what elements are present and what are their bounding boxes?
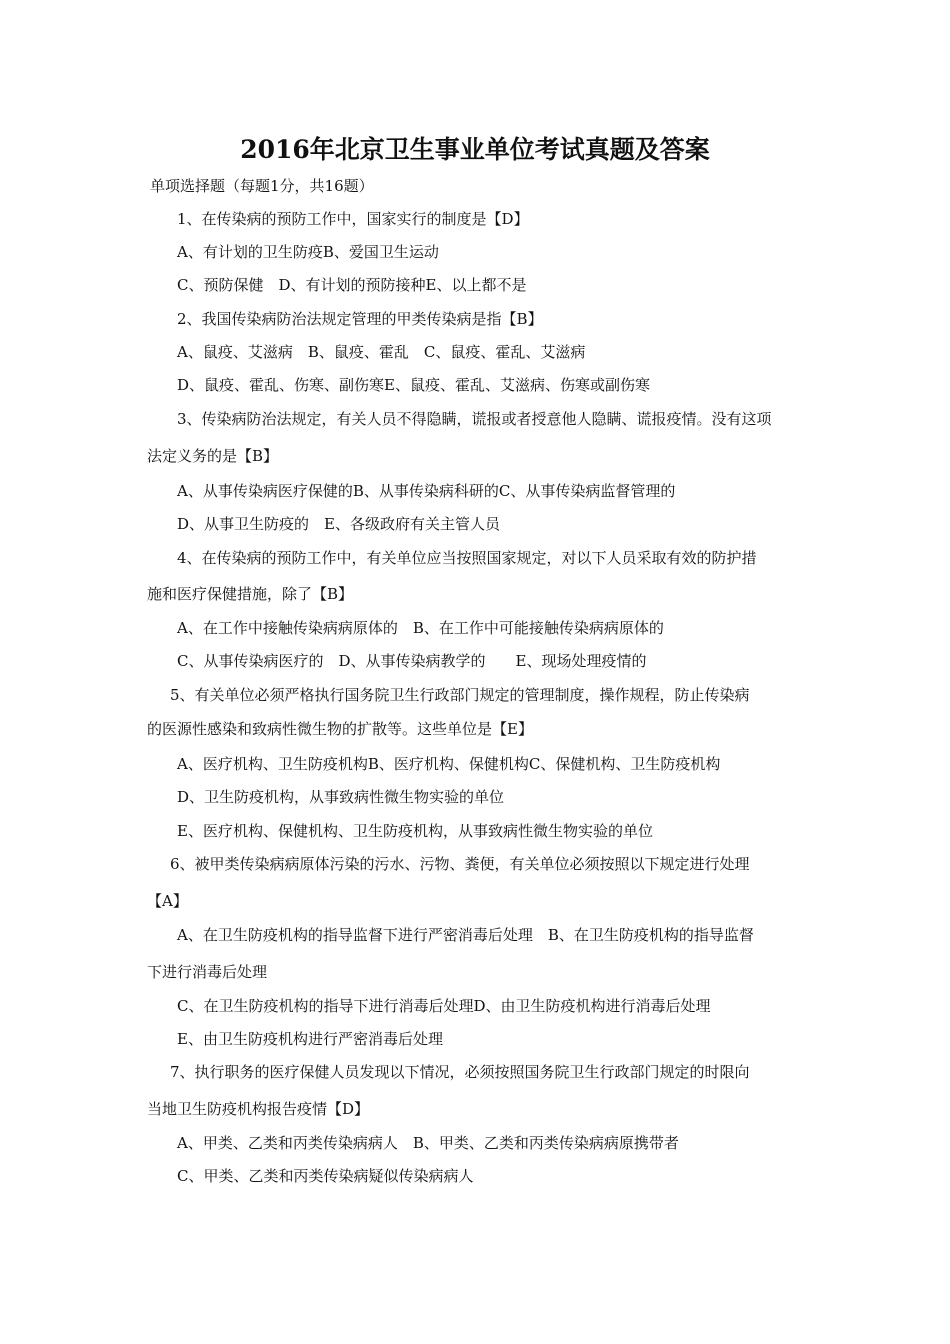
question-5-options-a-c: A、医疗机构、卫生防疫机构B、医疗机构、保健机构C、保健机构、卫生防疫机构 <box>177 755 721 773</box>
question-1-options-c-e: C、预防保健 D、有计划的预防接种E、以上都不是 <box>177 276 527 294</box>
question-2: 2、我国传染病防治法规定管理的甲类传染病是指【B】 <box>177 310 543 328</box>
question-6-option-e: E、由卫生防疫机构进行严密消毒后处理 <box>177 1030 443 1048</box>
question-3-line-1: 3、传染病防治法规定，有关人员不得隐瞒，谎报或者授意他人隐瞒、谎报疫情。没有这项 <box>177 410 772 428</box>
question-1: 1、在传染病的预防工作中，国家实行的制度是【D】 <box>177 210 529 228</box>
question-5-option-d: D、卫生防疫机构，从事致病性微生物实验的单位 <box>177 788 505 806</box>
question-3-options-a-c: A、从事传染病医疗保健的B、从事传染病科研的C、从事传染病监督管理的 <box>177 482 676 500</box>
question-6-options-c-d: C、在卫生防疫机构的指导下进行消毒后处理D、由卫生防疫机构进行消毒后处理 <box>177 997 711 1015</box>
question-7-line-2: 当地卫生防疫机构报告疫情【D】 <box>147 1100 370 1118</box>
question-3-line-2: 法定义务的是【B】 <box>147 447 279 465</box>
question-5-line-2: 的医源性感染和致病性微生物的扩散等。这些单位是【E】 <box>147 720 533 738</box>
question-7-option-c: C、甲类、乙类和丙类传染病疑似传染病病人 <box>177 1167 474 1185</box>
question-5-option-e: E、医疗机构、保健机构、卫生防疫机构，从事致病性微生物实验的单位 <box>177 822 653 840</box>
question-6-line-2: 【A】 <box>147 892 188 910</box>
question-7-line-1: 7、执行职务的医疗保健人员发现以下情况，必须按照国务院卫生行政部门规定的时限向 <box>170 1063 750 1081</box>
question-6-option-b-continued: 下进行消毒后处理 <box>147 963 268 981</box>
question-7-options-a-b: A、甲类、乙类和丙类传染病病人 B、甲类、乙类和丙类传染病病原携带者 <box>177 1134 679 1152</box>
section-heading: 单项选择题（每题1分，共16题） <box>150 177 374 195</box>
question-4-line-1: 4、在传染病的预防工作中，有关单位应当按照国家规定，对以下人员采取有效的防护措 <box>177 549 757 567</box>
question-2-options-d-e: D、鼠疫、霍乱、伤寒、副伤寒E、鼠疫、霍乱、艾滋病、伤寒或副伤寒 <box>177 376 650 394</box>
question-4-options-a-b: A、在工作中接触传染病病原体的 B、在工作中可能接触传染病病原体的 <box>177 619 664 637</box>
document-title: 2016年北京卫生事业单位考试真题及答案 <box>240 135 710 164</box>
question-2-options-a-c: A、鼠疫、艾滋病 B、鼠疫、霍乱 C、鼠疫、霍乱、艾滋病 <box>177 343 586 361</box>
question-4-options-c-e: C、从事传染病医疗的 D、从事传染病教学的 E、现场处理疫情的 <box>177 652 647 670</box>
question-6-options-a-b: A、在卫生防疫机构的指导监督下进行严密消毒后处理 B、在卫生防疫机构的指导监督 <box>177 926 754 944</box>
question-1-options-a-b: A、有计划的卫生防疫B、爱国卫生运动 <box>177 243 439 261</box>
question-4-line-2: 施和医疗保健措施，除了【B】 <box>147 585 354 603</box>
question-3-options-d-e: D、从事卫生防疫的 E、各级政府有关主管人员 <box>177 515 500 533</box>
question-6-line-1: 6、被甲类传染病病原体污染的污水、污物、粪便，有关单位必须按照以下规定进行处理 <box>170 855 750 873</box>
question-5-line-1: 5、有关单位必须严格执行国务院卫生行政部门规定的管理制度，操作规程，防止传染病 <box>170 686 750 704</box>
